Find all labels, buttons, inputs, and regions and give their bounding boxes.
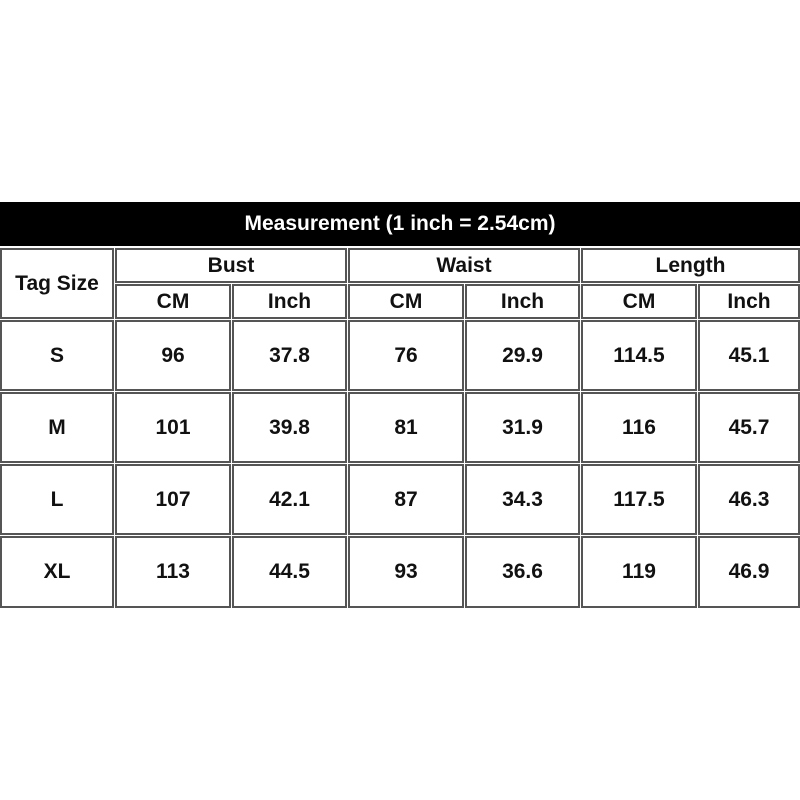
table-cell: [581, 464, 697, 535]
table-cell: [348, 392, 464, 463]
table-cell: [232, 536, 347, 608]
cell-value: 116: [622, 415, 656, 439]
header-unit-label: CM: [389, 289, 423, 313]
cell-value: 29.9: [502, 343, 543, 367]
row-size-cell: [0, 464, 114, 535]
cell-value: 87: [394, 487, 418, 511]
header-tag-size: [0, 248, 114, 319]
header-unit-label: Inch: [727, 289, 771, 313]
table-cell: [581, 536, 697, 608]
cell-value: 46.9: [728, 560, 770, 583]
table-cell: [465, 536, 580, 608]
table-cell: [698, 320, 800, 391]
cell-value: 81: [394, 415, 418, 439]
row-size-cell: [0, 536, 114, 608]
header-unit-label: Inch: [500, 289, 545, 313]
table-cell: [232, 392, 347, 463]
cell-value: 31.9: [502, 415, 543, 439]
table-cell: [115, 392, 231, 463]
table-cell: [465, 392, 580, 463]
table-cell: [581, 392, 697, 463]
table-cell: [698, 464, 800, 535]
header-group-waist: [348, 248, 580, 283]
cell-value: 119: [622, 560, 656, 583]
size-label: L: [50, 487, 64, 511]
row-size-cell: [0, 392, 114, 463]
table-cell: [232, 320, 347, 391]
header-unit-label: Inch: [267, 289, 312, 313]
header-group-bust: [115, 248, 347, 283]
header-unit-label: CM: [156, 289, 190, 313]
table-cell: [465, 320, 580, 391]
cell-value: 114.5: [613, 343, 665, 367]
cell-value: 37.8: [269, 343, 310, 367]
size-label: M: [48, 415, 66, 439]
header-tag-size-label: Tag Size: [15, 271, 99, 295]
cell-value: 113: [156, 560, 190, 583]
row-size-cell: [0, 320, 114, 391]
header-unit-length-cm: [581, 284, 697, 319]
table-cell: [581, 320, 697, 391]
header-unit-waist-cm: [348, 284, 464, 319]
cell-value: 117.5: [613, 487, 665, 511]
cell-value: 45.7: [728, 415, 770, 439]
header-group-label: Waist: [436, 253, 492, 277]
table-cell: [115, 536, 231, 608]
cell-value: 101: [155, 415, 191, 439]
table-cell: [348, 320, 464, 391]
table-cell: [232, 464, 347, 535]
table-cell: [698, 392, 800, 463]
cell-value: 44.5: [269, 560, 310, 583]
header-unit-bust-cm: [115, 284, 231, 319]
cell-value: 76: [394, 343, 418, 367]
table-title: Measurement (1 inch = 2.54cm): [0, 202, 800, 246]
size-label: XL: [43, 560, 71, 583]
cell-value: 107: [155, 487, 191, 511]
cell-value: 46.3: [728, 487, 770, 511]
cell-value: 96: [161, 343, 185, 367]
header-group-label: Bust: [207, 253, 255, 277]
table-cell: [348, 536, 464, 608]
header-group-length: [581, 248, 800, 283]
cell-value: 36.6: [502, 560, 543, 583]
header-unit-length-inch: [698, 284, 800, 319]
table-cell: [348, 464, 464, 535]
cell-value: 42.1: [269, 487, 310, 511]
cell-value: 93: [394, 560, 418, 583]
size-label: S: [49, 343, 64, 367]
header-unit-label: CM: [622, 289, 656, 313]
table-cell: [698, 536, 800, 608]
table-cell: [465, 464, 580, 535]
table-cell: [115, 464, 231, 535]
header-unit-waist-inch: [465, 284, 580, 319]
cell-value: 39.8: [269, 415, 310, 439]
table-cell: [115, 320, 231, 391]
header-group-label: Length: [655, 253, 726, 277]
cell-value: 45.1: [728, 343, 770, 367]
header-unit-bust-inch: [232, 284, 347, 319]
cell-value: 34.3: [502, 487, 543, 511]
